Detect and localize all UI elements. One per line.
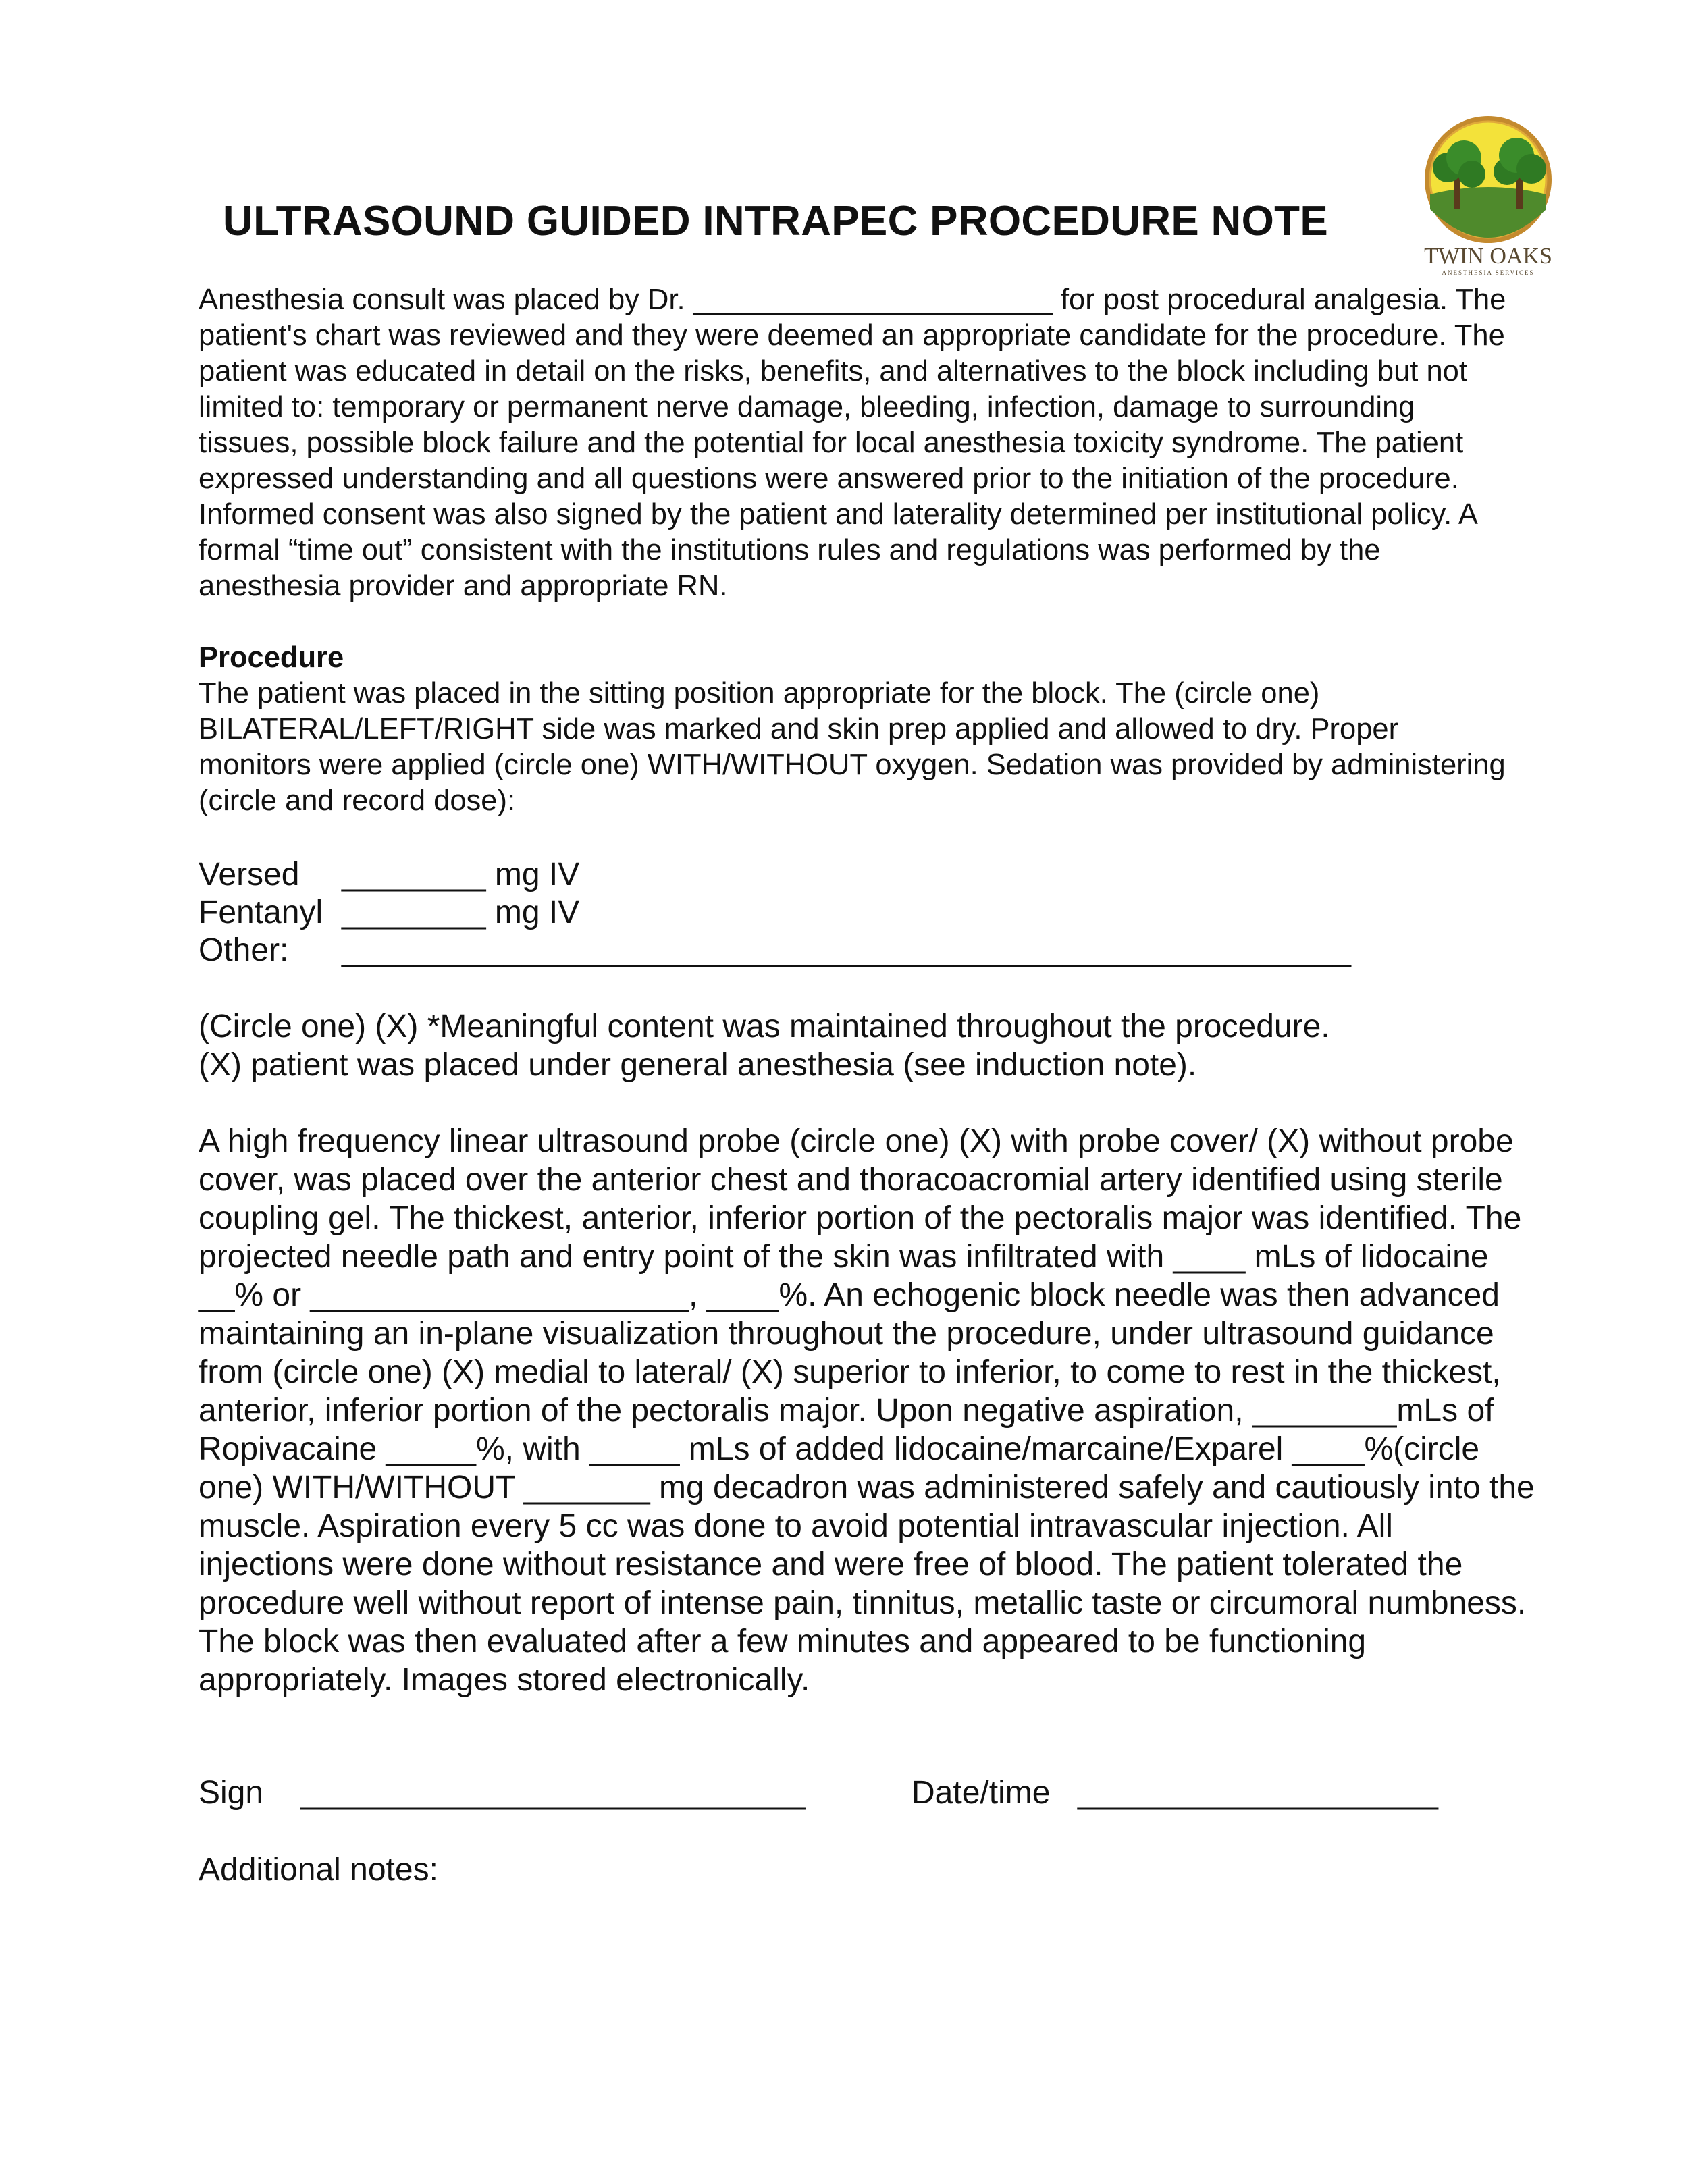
fentanyl-dose-field[interactable]: ________ mg IV bbox=[342, 895, 580, 930]
signature-row bbox=[0, 1773, 1688, 1813]
sign-label: Sign bbox=[199, 1775, 264, 1811]
date-time-label: Date/time bbox=[912, 1775, 1051, 1811]
circle-one-line-1: (Circle one) (X) *Meaningful content was maintained throughout the procedure. bbox=[199, 1009, 1330, 1044]
date-time-field[interactable]: ____________________ bbox=[1078, 1775, 1438, 1811]
fentanyl-label: Fentanyl bbox=[199, 895, 323, 930]
circle-one-block bbox=[199, 1007, 1535, 1084]
probe-paragraph: A high frequency linear ultrasound probe (circle one) (X) with probe cover/ (X) without probe cover, was placed over the anterior chest and thoracoacromial artery identified using sterile coupling gel. The thickest, anterior, inferior portion of the pectoralis major was identified. The projected needle path and entry point of the skin was infiltrated with ____ mLs of lidocaine __% or _____________________, ____%. An echogenic block needle was then advanced maintaining an in-plane visualization throughout the procedure, under ultrasound guidance from (circle one) (X) medial to lateral/ (X) superior to inferior, to come to rest in the thickest, anterior, inferior portion of the pectoralis major. Upon negative aspiration, ________mLs of Ropivacaine _____%, with _____ mLs of added lidocaine/marcaine/Exparel ____%(circle one) WITH/WITHOUT _______ mg decadron was administered safely and cautiously into the muscle. Aspiration every 5 cc was done to avoid potential intravascular injection. All injections were done without resistance and were free of blood. The patient tolerated the procedure well without report of intense pain, tinnitus, metallic taste or circumoral numbness. The block was then evaluated after a few minutes and appeared to be functioning appropriately. Images stored electronically. bbox=[199, 1123, 1535, 1698]
page-title: ULTRASOUND GUIDED INTRAPEC PROCEDURE NOTE bbox=[223, 198, 1328, 244]
additional-notes-label: Additional notes: bbox=[199, 1852, 438, 1888]
other-field[interactable]: ________________________________________________________ bbox=[342, 932, 1351, 968]
svg-text:TWIN OAKS: TWIN OAKS bbox=[1424, 244, 1552, 269]
procedure-heading: Procedure bbox=[199, 641, 344, 674]
circle-one-line-2: (X) patient was placed under general anesthesia (see induction note). bbox=[199, 1047, 1197, 1083]
intro-paragraph: Anesthesia consult was placed by Dr. ______________________ for post procedural analgesia. The patient's chart was reviewed and they were deemed an appropriate candidate for the procedure. The patient was educated in detail on the risks, benefits, and alternatives to the block including but not limited to: temporary or permanent nerve damage, bleeding, infection, damage to surrounding tissues, possible block failure and the potential for local anesthesia toxicity syndrome. The patient expressed understanding and all questions were answered prior to the initiation of the procedure. Informed consent was also signed by the patient and laterality determined per institutional policy. A formal “time out” consistent with the institutions rules and regulations was performed by the anesthesia provider and appropriate RN. bbox=[199, 284, 1506, 602]
procedure-paragraph: The patient was placed in the sitting position appropriate for the block. The (circle one) BILATERAL/LEFT/RIGHT side was marked and skin prep applied and allowed to dry. Proper monitors were applied (circle one) WITH/WITHOUT oxygen. Sedation was provided by administering (circle and record dose): bbox=[199, 677, 1506, 817]
tree-logo-icon bbox=[1415, 115, 1561, 277]
twin-oaks-logo bbox=[1415, 115, 1561, 277]
versed-label: Versed bbox=[199, 857, 300, 893]
other-label: Other: bbox=[199, 932, 289, 968]
versed-dose-field[interactable]: ________ mg IV bbox=[342, 857, 580, 893]
svg-text:ANESTHESIA SERVICES: ANESTHESIA SERVICES bbox=[1442, 269, 1535, 276]
sign-field[interactable]: ____________________________ bbox=[300, 1775, 806, 1811]
